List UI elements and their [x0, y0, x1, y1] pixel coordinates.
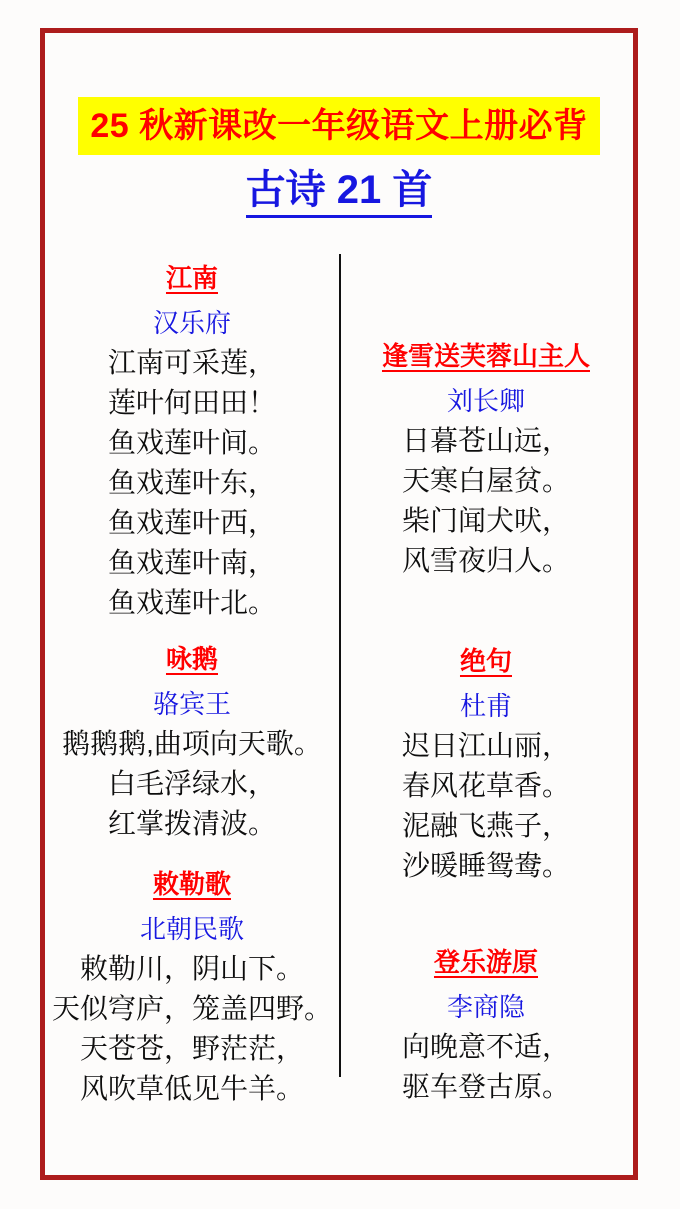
poem-line: 天寒白屋贫。 [401, 465, 570, 496]
poem-line: 驱车登古原。 [401, 1071, 570, 1102]
poem-author: 汉乐府 [152, 308, 231, 338]
poem-author: 杜甫 [459, 691, 512, 721]
poem-line: 风雪夜归人。 [401, 545, 570, 576]
poem-line: 柴门闻犬吠， [401, 505, 570, 536]
poem-title: 逢雪送芙蓉山主人 [381, 341, 590, 371]
poem-block [339, 641, 633, 886]
poem-line: 莲叶何田田！ [107, 387, 276, 418]
poem-title: 咏鹅 [165, 644, 218, 674]
poem-columns [45, 254, 633, 1114]
poem-line: 风吹草低见牛羊。 [79, 1073, 304, 1104]
page-subtitle: 古诗 21 首 [246, 167, 433, 218]
poem-title: 绝句 [459, 646, 512, 676]
poem-block [45, 639, 339, 844]
left-column [45, 254, 339, 1114]
poem-title-row [339, 942, 633, 987]
poem-line: 鱼戏莲叶间。 [107, 427, 276, 458]
poem-line: 鹅鹅鹅,曲项向天歌。 [62, 728, 322, 759]
poem-line: 敕勒川，阴山下。 [79, 953, 304, 984]
poem-line: 沙暖睡鸳鸯。 [401, 850, 570, 881]
poem-line: 鱼戏莲叶东， [107, 467, 276, 498]
poem-title-row [45, 258, 339, 303]
subtitle-row [45, 167, 633, 218]
poem-line: 天苍苍，野茫茫， [79, 1033, 304, 1064]
poem-block [339, 336, 633, 581]
poem-line: 天似穹庐，笼盖四野。 [51, 993, 332, 1024]
poem-block [339, 942, 633, 1107]
poem-title: 敕勒歌 [152, 869, 231, 899]
poem-line: 鱼戏莲叶南， [107, 547, 276, 578]
poem-author: 骆宾王 [152, 689, 231, 719]
page-title: 25 秋新课改一年级语文上册必背 [78, 97, 599, 155]
poem-line: 鱼戏莲叶北。 [107, 587, 276, 618]
poem-title-row [45, 639, 339, 684]
poem-line: 鱼戏莲叶西， [107, 507, 276, 538]
poem-author: 李商隐 [446, 992, 525, 1022]
poem-line: 春风花草香。 [401, 770, 570, 801]
poem-title-row [339, 336, 633, 381]
poem-author: 刘长卿 [446, 386, 525, 416]
poem-line: 红掌拨清波。 [107, 808, 276, 839]
poem-title: 江南 [165, 263, 218, 293]
right-column [339, 254, 633, 1114]
poem-title: 登乐游原 [433, 947, 538, 977]
poem-title-row [45, 864, 339, 909]
poem-line: 迟日江山丽， [401, 730, 570, 761]
column-divider [339, 254, 341, 1077]
poem-block [45, 864, 339, 1109]
poem-line: 向晚意不适， [401, 1031, 570, 1062]
page-border-frame [40, 28, 638, 1180]
poem-block [45, 258, 339, 623]
poem-line: 白毛浮绿水， [107, 768, 276, 799]
poem-line: 泥融飞燕子， [401, 810, 570, 841]
poem-title-row [339, 641, 633, 686]
main-title-row [45, 97, 633, 155]
poem-line: 江南可采莲， [107, 347, 276, 378]
poem-line: 日暮苍山远， [401, 425, 570, 456]
poem-author: 北朝民歌 [139, 914, 244, 944]
